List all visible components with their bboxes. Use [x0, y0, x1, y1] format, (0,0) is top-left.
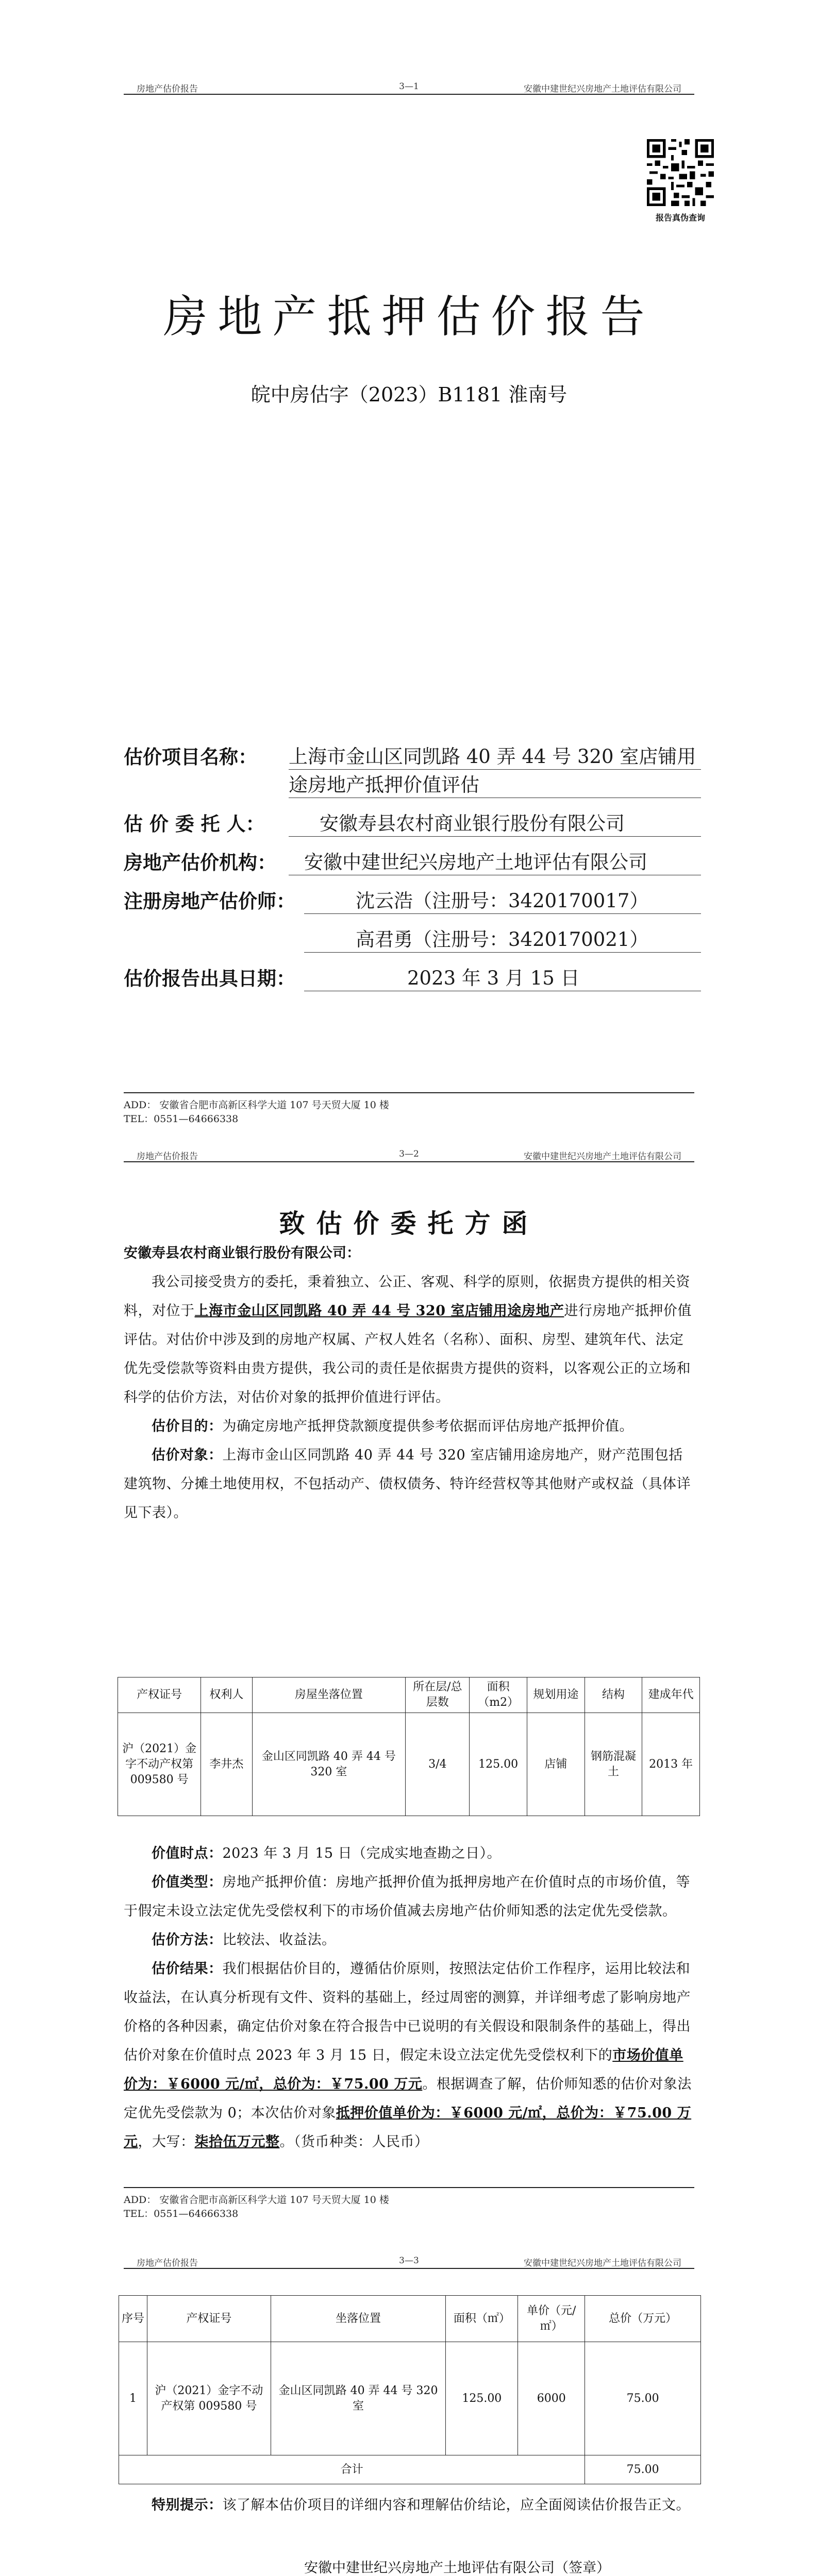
result-text-c: 。根据调查了解，估价师知悉的估价对象法定优先受偿款为 0；本次估价对象: [124, 2076, 692, 2121]
cert-no-cell: 沪（2021）金字不动产权第 009580 号: [118, 1713, 201, 1816]
project-label: [124, 744, 257, 770]
area-cell: 125.00: [470, 1713, 527, 1816]
table-header: 建成年代: [642, 1677, 700, 1713]
notice-label: 特别提示：: [152, 2497, 223, 2513]
header-page-number: 3—2: [399, 1149, 419, 1159]
location-cell: 金山区同凯路 40 弄 44 号 320 室: [271, 2342, 446, 2455]
table-header-row: [118, 1677, 700, 1713]
table-header: 产权证号: [147, 2296, 271, 2342]
unit-price-cell: 6000: [518, 2342, 585, 2455]
table-header: 产权证号: [118, 1677, 201, 1713]
table-header: 规划用途: [527, 1677, 585, 1713]
report-title: 房地产抵押估价报告: [163, 291, 655, 343]
table-row: [119, 2342, 701, 2455]
document-number: 皖中房估字（2023）B1181 淮南号: [251, 383, 567, 406]
value-in-words: 柒拾伍万元整: [194, 2134, 280, 2150]
purpose-text: 为确定房地产抵押贷款额度提供参考依据而评估房地产抵押价值。: [222, 1418, 633, 1434]
object-text: 上海市金山区同凯路 40 弄 44 号 320 室店铺用途房地产，财产范围包括建筑物、分摊土地使用权，不包括动产、债权债务、特许经营权等其他财产或权益（具体详见下表）。: [124, 1447, 691, 1521]
field-label: 估价项目名称：: [124, 745, 257, 768]
client-name: 安徽寿县农村商业银行股份有限公司: [289, 811, 701, 837]
table-row: [118, 1713, 700, 1816]
letter-title: 致估价委托方函: [279, 1208, 539, 1239]
summary-table: [119, 2295, 701, 2484]
field-label: 估 价 委 托 人：: [124, 812, 265, 835]
table-header: 面积（㎡）: [446, 2296, 518, 2342]
table-header: 序号: [119, 2296, 147, 2342]
valuation-date-paragraph: [124, 1839, 694, 1868]
page-header: [124, 1145, 694, 1162]
result-label: 估价结果：: [152, 1961, 223, 1977]
year-cell: 2013 年: [642, 1713, 700, 1816]
table-header: 房屋坐落位置: [252, 1677, 406, 1713]
letter-body-top: [124, 1239, 694, 1528]
total-row: [119, 2455, 701, 2484]
result-paragraph: [124, 1955, 694, 2157]
appraiser-2: 高君勇（注册号：3420170021）: [304, 927, 701, 953]
result-text-a: 我们根据估价目的，遵循估价原则，按照法定估价工作程序，运用比较法和收益法，在认真分析现有文件、资料的基础上，经过周密的测算，并详细考虑了影响房地产价格的各种因素，确定估价对象在符合报告中已说明的有关假设和限制条件的基础上，得出估价对象在价值时点 2023 年 3 月 15 日，假定未设立法定优先受偿权利下的: [124, 1961, 691, 2063]
page-footer: [124, 1092, 694, 1126]
purpose-paragraph: [124, 1412, 694, 1441]
header-page-number: 3—3: [399, 2256, 419, 2266]
footer-tel: TEL：0551—64666338: [124, 2208, 239, 2219]
project-name-line1: 上海市金山区同凯路 40 弄 44 号 320 室店铺用: [289, 744, 701, 770]
qr-caption: 报告真伪查询: [655, 213, 705, 223]
project-name-line2: 途房地产抵押价值评估: [289, 773, 701, 798]
total-price-cell: 75.00: [585, 2342, 701, 2455]
appraiser-label: [124, 889, 295, 914]
page-header: [124, 2251, 694, 2269]
field-label: 估价报告出具日期：: [124, 967, 295, 990]
header-left: 房地产估价报告: [137, 84, 198, 94]
letter-addressee: 安徽寿县农村商业银行股份有限公司：: [124, 1245, 360, 1261]
letter-body-bottom: [124, 1839, 694, 2157]
result-text-g: 。（货币种类：人民币）: [279, 2134, 429, 2150]
header-left: 房地产估价报告: [137, 2258, 198, 2268]
intro-text-a: 我公司接受贵方的委托，秉着独立、公正、客观、科学的原则，依据贵方提供的相关资料，对位于: [124, 1274, 690, 1319]
area-cell: 125.00: [446, 2342, 518, 2455]
table-header: 总价（万元）: [585, 2296, 701, 2342]
table-header: 所在层/总层数: [406, 1677, 470, 1713]
use-cell: 店铺: [527, 1713, 585, 1816]
mortgage-value: 抵押价值单价为：￥6000 元/㎡，总价为：￥75.00 万元: [124, 2105, 692, 2150]
value-type-label: 价值类型：: [152, 1874, 223, 1890]
notice-paragraph: [124, 2491, 694, 2520]
purpose-label: 估价目的：: [152, 1418, 223, 1434]
location-cell: 金山区同凯路 40 弄 44 号 320 室: [252, 1713, 406, 1816]
intro-address: 上海市金山区同凯路 40 弄 44 号 320 室店铺用途房地产: [194, 1303, 564, 1319]
value-type-text: 房地产抵押价值：房地产抵押价值为抵押房地产在价值时点的市场价值，等于假定未设立法定优先受偿权利下的市场价值减去房地产估价师知悉的法定优先受偿款。: [124, 1874, 690, 1919]
footer-tel: TEL：0551—64666338: [124, 1113, 239, 1125]
total-value-cell: 75.00: [585, 2455, 701, 2484]
cert-no-cell: 沪（2021）金字不动产权第 009580 号: [147, 2342, 271, 2455]
page-header: [124, 77, 694, 95]
result-text-e: ，大写：: [138, 2134, 195, 2150]
total-label-cell: 合计: [119, 2455, 585, 2484]
method-label: 估价方法：: [152, 1932, 223, 1948]
field-label: 注册房地产估价师：: [124, 890, 295, 912]
qr-code-icon[interactable]: [647, 139, 714, 206]
header-right: 安徽中建世纪兴房地产土地评估有限公司: [524, 1151, 681, 1162]
method-text: 比较法、收益法。: [222, 1932, 336, 1948]
table-header: 结构: [585, 1677, 642, 1713]
owner-cell: 李井杰: [201, 1713, 252, 1816]
notice-text: 该了解本估价项目的详细内容和理解估价结论，应全面阅读估价报告正文。: [222, 2497, 690, 2513]
agency-name: 安徽中建世纪兴房地产土地评估有限公司: [289, 850, 701, 875]
client-label: [124, 811, 265, 837]
structure-cell: 钢筋混凝土: [585, 1713, 642, 1816]
footer-address: ADD： 安徽省合肥市高新区科学大道 107 号天贸大厦 10 楼: [124, 1099, 389, 1111]
appraiser-1: 沈云浩（注册号：3420170017）: [304, 889, 701, 914]
index-cell: 1: [119, 2342, 147, 2455]
valuation-date-text: 2023 年 3 月 15 日（完成实地查勘之日）。: [222, 1845, 502, 1861]
company-signature: 安徽中建世纪兴房地产土地评估有限公司（签章）: [304, 2560, 610, 2576]
value-type-paragraph: [124, 1868, 694, 1926]
field-label: 房地产估价机构：: [124, 851, 276, 874]
page-footer: [124, 2187, 694, 2221]
table-header: 单价（元/㎡）: [518, 2296, 585, 2342]
table-header-row: [119, 2296, 701, 2342]
valuation-date-label: 价值时点：: [152, 1845, 223, 1861]
intro-text-c: 进行房地产抵押价值评估。对估价中涉及到的房地产权属、产权人姓名（名称）、面积、房型、建筑年代、法定优先受偿款等资料由贵方提供，我公司的责任是依据贵方提供的资料，以客观公正的立场和科学的估价方法，对估价对象的抵押价值进行评估。: [124, 1303, 692, 1405]
header-page-number: 3—1: [399, 81, 419, 92]
agency-label: [124, 850, 276, 875]
object-label: 估价对象：: [152, 1447, 223, 1463]
report-date: 2023 年 3 月 15 日: [304, 966, 701, 991]
table-header: 权利人: [201, 1677, 252, 1713]
cover-page: [0, 0, 818, 1128]
footer-address: ADD： 安徽省合肥市高新区科学大道 107 号天贸大厦 10 楼: [124, 2194, 389, 2206]
market-value: 市场价值单价为：￥6000 元/㎡，总价为：￥75.00 万元: [124, 2047, 683, 2092]
header-right: 安徽中建世纪兴房地产土地评估有限公司: [524, 2258, 681, 2268]
property-table: [118, 1677, 700, 1816]
object-paragraph: [124, 1441, 694, 1528]
date-label: [124, 966, 295, 991]
table-header: 坐落位置: [271, 2296, 446, 2342]
floor-cell: 3/4: [406, 1713, 470, 1816]
table-header: 面积（m2）: [470, 1677, 527, 1713]
letter-intro: [124, 1268, 694, 1412]
header-left: 房地产估价报告: [137, 1151, 198, 1162]
header-right: 安徽中建世纪兴房地产土地评估有限公司: [524, 84, 681, 94]
special-notice: [124, 2491, 694, 2520]
method-paragraph: [124, 1926, 694, 1955]
